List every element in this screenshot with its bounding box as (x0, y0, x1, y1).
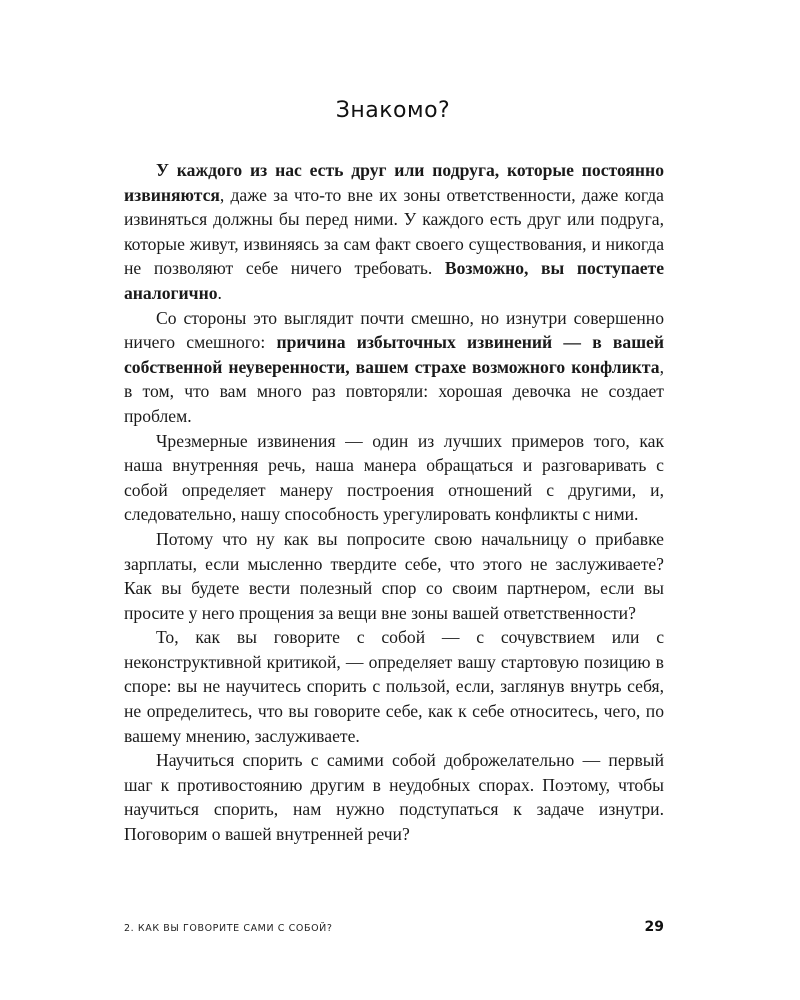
paragraph-2-run-1: Со стороны это выглядит почти смешно, но изнутри совершенно ничего смешного: (124, 307, 664, 353)
paragraph-1-run-4: . (217, 282, 222, 303)
paragraph-4 (124, 527, 664, 625)
paragraph-1-run-1: У каждого из нас есть друг или подруга, которые постоянно извиняются (124, 160, 664, 205)
paragraph-4-run-1: Потому что ну как вы попросите свою начальницу о прибавке зарплаты, если мысленно твердите себе, что этого не заслуживаете? Как вы будете вести полезный спор со своим партнером, если вы просите у него прощения за вещи вне зоны вашей ответственности? (124, 528, 664, 623)
body-text (124, 158, 664, 847)
paragraph-1 (124, 158, 664, 306)
paragraph-1-run-3: Возможно, вы поступаете аналогично (124, 258, 665, 303)
paragraph-1-run-2: , даже за что-то вне их зоны ответственности, даже когда извиняться должны бы перед ними. У каждого есть друг или подруга, которые живут, извиняясь за сам факт своего существования, и никогда не позволяют себе ничего требовать. (124, 184, 664, 279)
paragraph-2-run-2: причина избыточных извинений — в вашей собственной неуверенности, вашем страхе возможного конфликта (124, 332, 664, 377)
paragraph-2 (124, 306, 664, 429)
paragraph-5-run-1: То, как вы говорите с собой — с сочувствием или с неконструктивной критикой, — определяет вашу стартовую позицию в споре: вы не научитесь спорить с пользой, если, заглянув внутрь себя, не определитесь, что вы говорите себе, как к себе относитесь, чего, по вашему мнению, заслуживаете. (124, 627, 664, 746)
paragraph-5 (124, 625, 664, 748)
paragraph-3 (124, 429, 664, 527)
running-footer-chapter: 2. КАК ВЫ ГОВОРИТЕ САМИ С СОБОЙ? (124, 923, 333, 934)
page-number: 29 (644, 919, 664, 935)
paragraph-2-run-3: , в том, что вам много раз повторяли: хорошая девочка не создает проблем. (124, 356, 664, 426)
paragraph-6-run-1: Научиться спорить с самими собой доброжелательно — первый шаг к противостоянию другим в неудобных спорах. Поэтому, чтобы научиться спорить, нам нужно подступаться к задаче изнутри. Поговорим о вашей внутренней речи? (124, 750, 664, 845)
paragraph-3-run-1: Чрезмерные извинения — один из лучших примеров того, как наша внутренняя речь, наша манера обращаться и разговаривать с собой определяет манеру построения отношений с другими, и, следовательно, нашу способность урегулировать конфликты с ними. (124, 430, 664, 525)
section-heading: Знакомо? (335, 98, 451, 123)
paragraph-6 (124, 748, 664, 846)
